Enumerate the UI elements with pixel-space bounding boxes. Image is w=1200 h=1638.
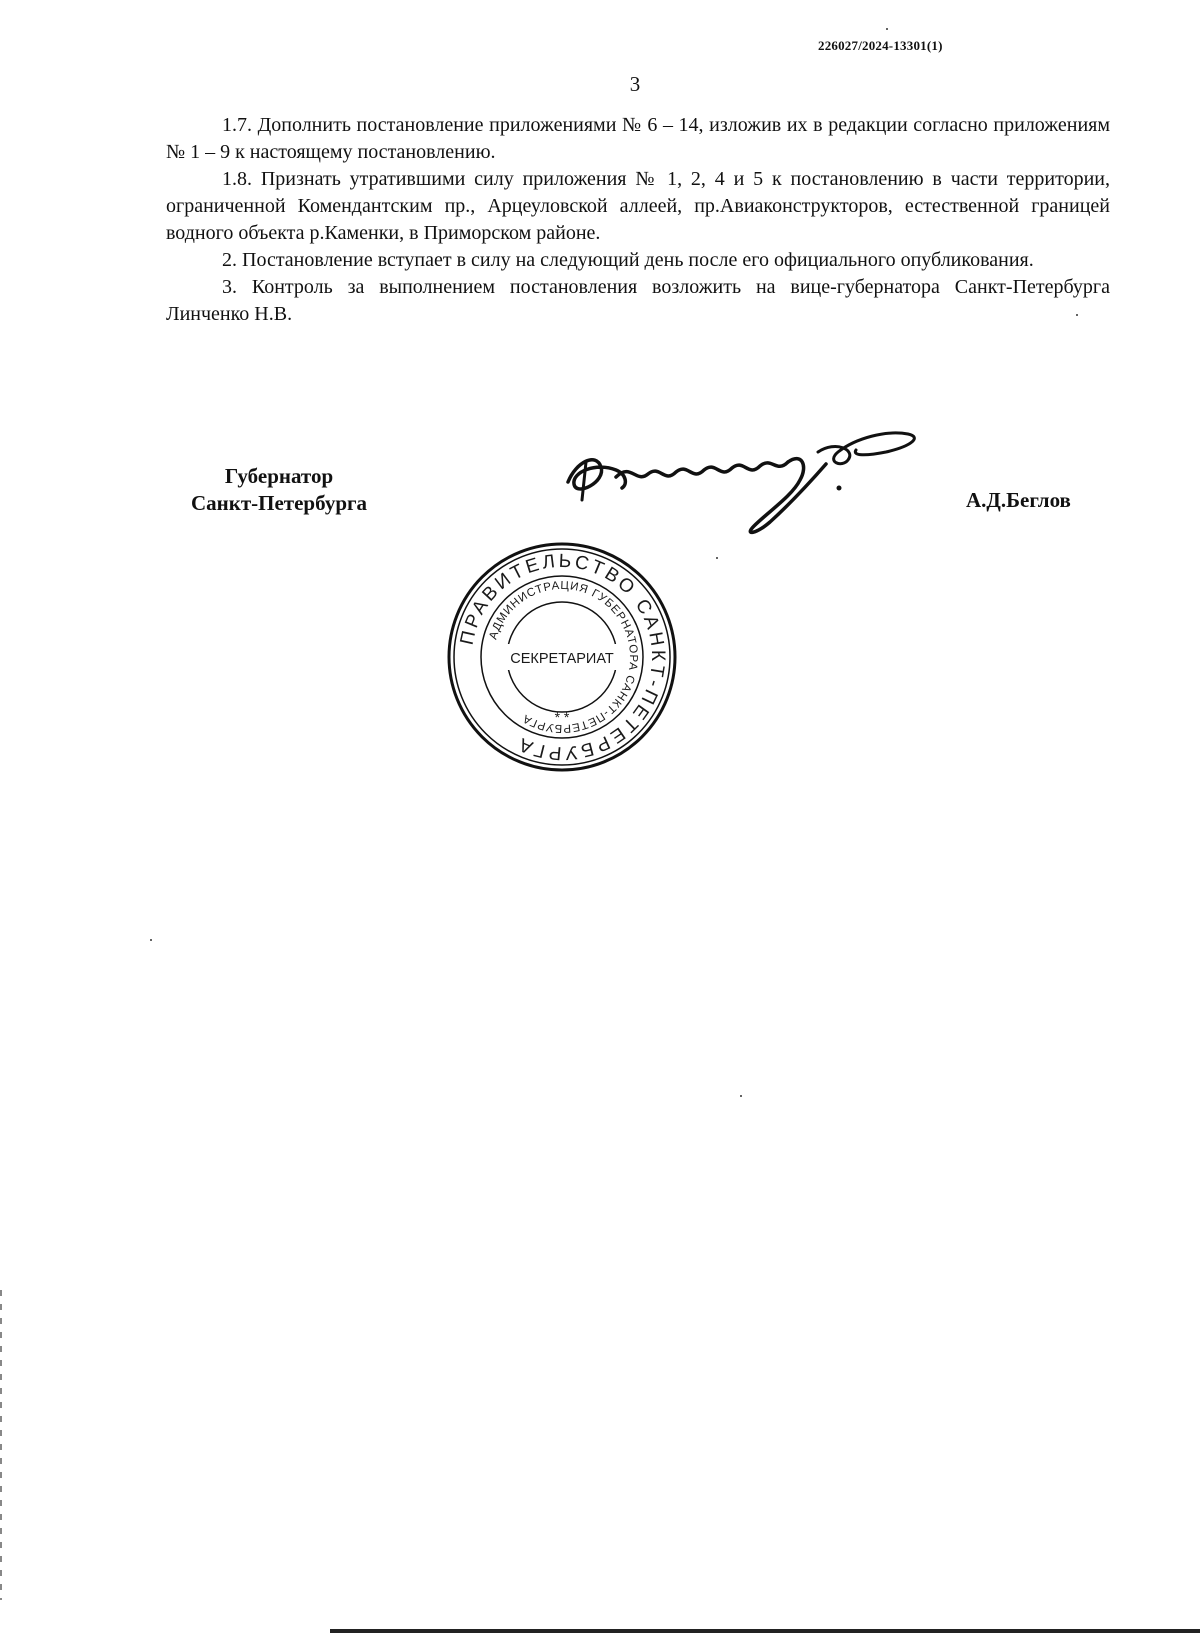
scan-bottom-edge	[330, 1629, 1200, 1633]
scan-speck	[1076, 314, 1078, 316]
document-body	[166, 112, 1110, 328]
signatory-name: А.Д.Беглов	[966, 488, 1071, 512]
signatory-title	[166, 463, 392, 517]
official-seal-stamp	[445, 540, 679, 774]
paragraph-2: 2. Постановление вступает в силу на следующий день после его официального опубликования.	[222, 249, 1034, 271]
page-number: 3	[629, 72, 641, 96]
scan-speck	[150, 939, 152, 941]
stamp-inner-text: АДМИНИСТРАЦИЯ ГУБЕРНАТОРА САНКТ-ПЕТЕРБУРГА	[487, 579, 640, 735]
signatory-title-line1: Губернатор	[224, 464, 334, 488]
paragraph-3: 3. Контроль за выполнением постановления возложить на вице-губернатора Санкт-Петербурга Линченко Н.В.	[166, 276, 1110, 325]
paragraph-1-8: 1.8. Признать утратившими силу приложения № 1, 2, 4 и 5 к постановлению в части территории, ограниченной Комендантским пр., Арцеуловской аллеей, пр.Авиаконструкторов, естественной границей водного объекта р.Каменки, в Приморском районе.	[166, 168, 1110, 244]
scan-edge-mark	[0, 1290, 2, 1600]
stamp-outer-text: ПРАВИТЕЛЬСТВО САНКТ-ПЕТЕРБУРГА	[456, 550, 669, 764]
document-number: 226027/2024-13301(1)	[818, 38, 943, 53]
signatory-title-line2: Санкт-Петербурга	[190, 491, 368, 515]
stamp-stars: * *	[554, 709, 570, 725]
handwritten-signature	[556, 422, 936, 542]
paragraph-1-7: 1.7. Дополнить постановление приложениями № 6 – 14, изложив их в редакции согласно приложениям № 1 – 9 к настоящему постановлению.	[166, 114, 1110, 163]
scan-speck	[886, 28, 888, 30]
scan-speck	[740, 1095, 742, 1097]
scan-speck	[716, 557, 718, 559]
stamp-center-text: СЕКРЕТАРИАТ	[510, 651, 614, 667]
